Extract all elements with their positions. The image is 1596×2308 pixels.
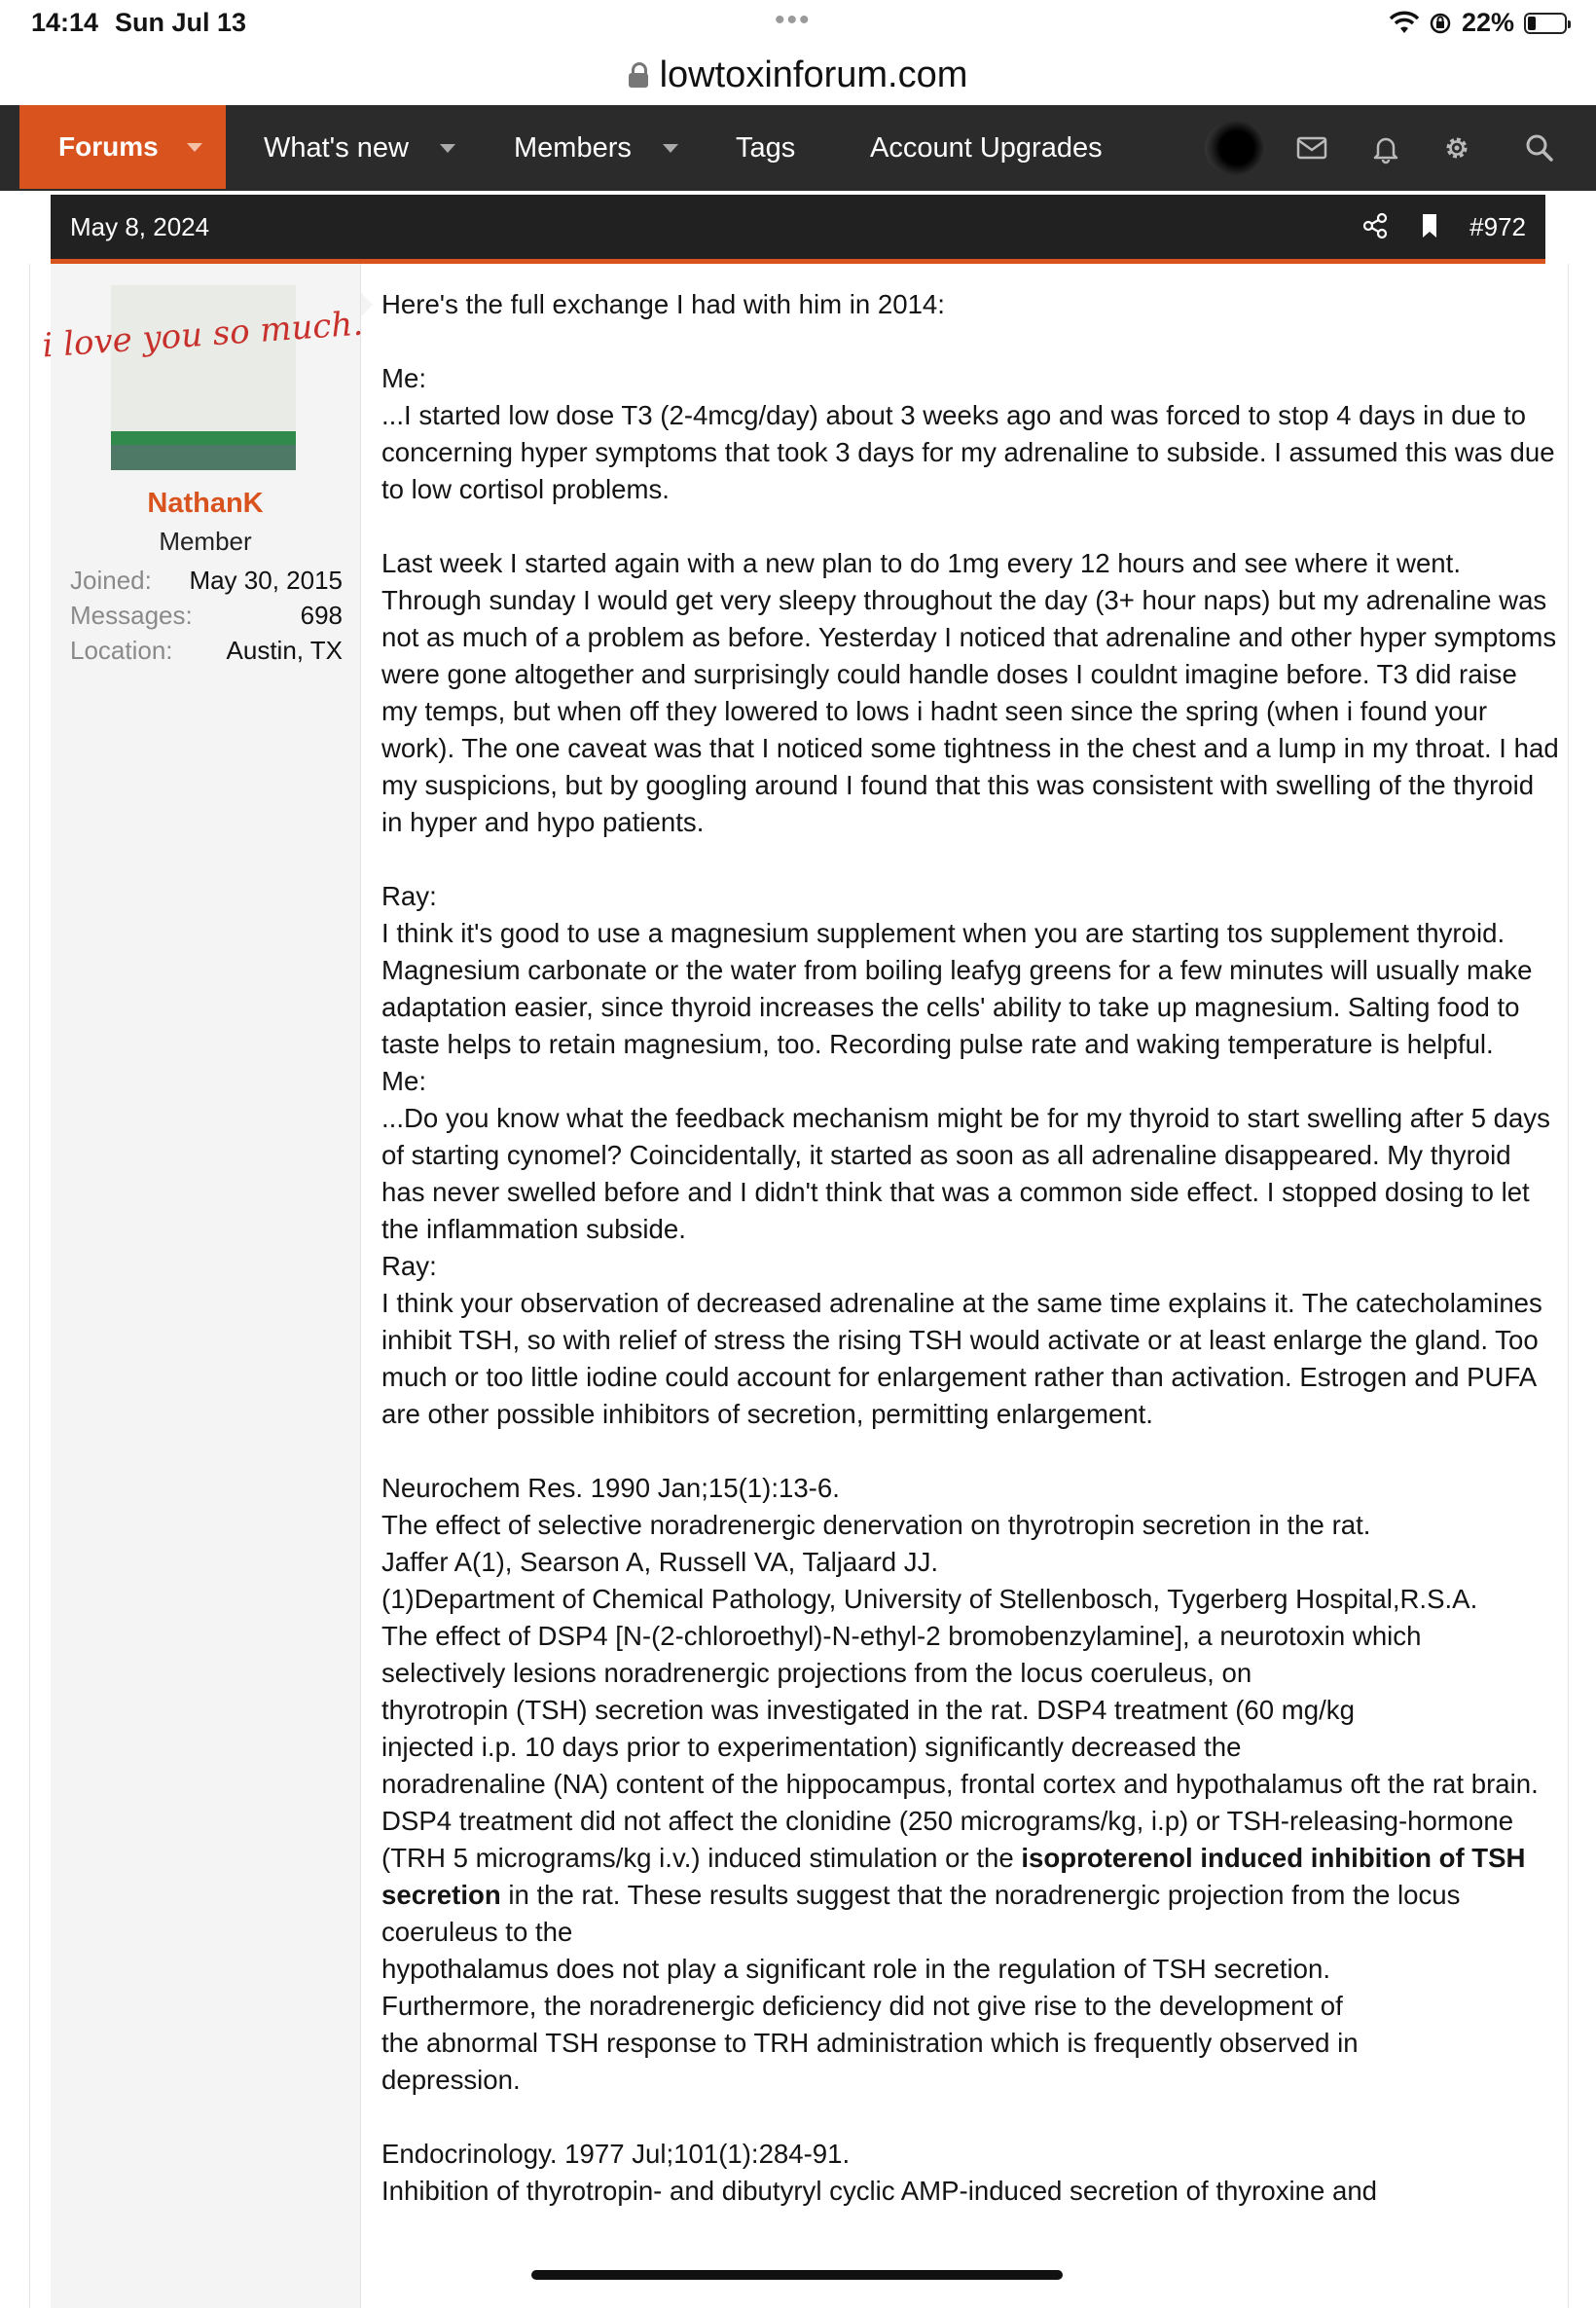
status-indicators <box>1390 8 1567 38</box>
post-line: ...I started low dose T3 (2-4mcg/day) about 3 weeks ago and was forced to stop 4 days in due to concerning hyper symptoms that took 3 days for my adrenaline to subside. I assumed this was due to low cortisol problems. <box>381 400 1563 504</box>
account-avatar[interactable] <box>1205 121 1263 175</box>
post-line: I think your observation of decreased adrenaline at the same time explains it. The catecholamines inhibit TSH, so with relief of stress the rising TSH would activate or at least enlarge the gland. Too much or too little iodine could account for enlargement rather than activation. Estrogen and PUFA are other possible inhibitors of secretion, permitting enlargement. <box>381 1288 1550 1429</box>
search-icon[interactable] <box>1520 128 1559 167</box>
nav-account-upgrades-label: Account Upgrades <box>870 131 1103 164</box>
post-line: thyrotropin (TSH) secretion was investigated in the rat. DSP4 treatment (60 mg/kg <box>381 1695 1355 1725</box>
post-line: selectively lesions noradrenergic projections from the locus coeruleus, on <box>381 1658 1252 1688</box>
joined-row <box>70 566 343 596</box>
bold-text: isoproterenol induced inhibition of TSH secretion <box>381 1843 1534 1910</box>
orientation-lock-icon <box>1429 12 1452 35</box>
avatar-writing: i love you so much. <box>41 304 365 366</box>
avatar-image <box>41 285 365 470</box>
gear-icon[interactable] <box>1437 128 1476 167</box>
post-line: hypothalamus does not play a significant role in the regulation of TSH secretion. <box>381 1954 1331 1984</box>
status-date: Sun Jul 13 <box>115 8 247 37</box>
nav-members[interactable] <box>514 105 678 191</box>
post-text: in the rat. These results suggest that the noradrenergic projection from the locus coeruleus to the <box>381 1880 1469 1947</box>
post-line: ...Do you know what the feedback mechanism might be for my thyroid to start swelling after 5 days of starting cynomel? Coincidentally, it started as soon as all adrenaline disappeared. My thyroid has never swelled before and I didn't think that was a common side effect. I stopped dosing to let the inflammation subside. <box>381 1103 1558 1244</box>
post-line: Last week I started again with a new plan to do 1mg every 12 hours and see where it went. Through sunday I would get very sleepy throughout the day (3+ hour naps) but my adrenaline was not as much of a problem as before. Yesterday I noticed that adrenaline and other hyper symptoms were gone altogether and surprisingly could handle doses I couldnt imagine before. T3 did raise my temps, but when off they lowered to lows i hadnt seen since the spring (when i found your work). The one caveat was that I noticed some tightness in the chest and a lump in my throat. I had my suspicions, but by googling around I found that this was consistent with swelling of the thyroid in hyper and hypo patients. <box>381 548 1567 837</box>
wifi-icon <box>1390 12 1419 35</box>
post-line: Neurochem Res. 1990 Jan;15(1):13-6. <box>381 1473 840 1503</box>
messages-label: Messages: <box>70 601 193 630</box>
user-title: Member <box>159 527 252 556</box>
post-line: Furthermore, the noradrenergic deficiency did not give rise to the development of <box>381 1991 1343 2021</box>
post-line: I think it's good to use a magnesium supplement when you are starting tos supplement thyroid. Magnesium carbonate or the water from boiling leafyg greens for a few minutes will usually make adaptation easier, since thyroid increases the cells' ability to take up magnesium. Salting food to taste helps to retain magnesium, too. Recording pulse rate and waking temperature is helpful. <box>381 918 1541 1059</box>
post-line: the abnormal TSH response to TRH administration which is frequently observed in <box>381 2028 1359 2058</box>
battery-percent: 22% <box>1461 8 1514 37</box>
post-line: The effect of selective noradrenergic denervation on thyrotropin secretion in the rat. <box>381 1510 1371 1540</box>
post-content <box>381 286 1567 2210</box>
bell-icon[interactable] <box>1366 128 1405 167</box>
post-line: The effect of DSP4 [N-(2-chloroethyl)-N-ethyl-2 bromobenzylamine], a neurotoxin which <box>381 1621 1422 1651</box>
nav-whats-new-label: What's new <box>264 131 409 164</box>
chevron-down-icon[interactable] <box>440 144 455 153</box>
post-line <box>381 1766 1559 1951</box>
nav-forums-label: Forums <box>58 131 159 162</box>
post-line: Here's the full exchange I had with him in 2014: <box>381 289 945 319</box>
post-line: Me: <box>381 1066 426 1096</box>
messages-row <box>70 601 343 631</box>
post-text: noradrenaline (NA) content of the hippocampus, frontal cortex and hypothalamus oft the rat brain. DSP4 treatment did not affect the clonidine (250 micrograms/kg, i.p) or TSH-releasing-hormone (TRH 5 micrograms/kg i.v.) induced stimulation or the <box>381 1769 1546 1873</box>
post-date[interactable]: May 8, 2024 <box>70 212 210 241</box>
inbox-icon[interactable] <box>1292 128 1331 167</box>
post-line: Endocrinology. 1977 Jul;101(1):284-91. <box>381 2139 851 2169</box>
post-line: Ray: <box>381 1251 437 1281</box>
post-line: depression. <box>381 2065 521 2095</box>
post-line: (1)Department of Chemical Pathology, University of Stellenbosch, Tygerberg Hospital,R.S.A. <box>381 1584 1478 1614</box>
location-label: Location: <box>70 636 173 665</box>
username[interactable]: NathanK <box>147 488 264 519</box>
address-bar[interactable] <box>0 45 1596 105</box>
bookmark-icon[interactable] <box>1415 211 1444 240</box>
user-avatar[interactable] <box>41 285 365 470</box>
post-line: Jaffer A(1), Searson A, Russell VA, Taljaard JJ. <box>381 1547 939 1577</box>
nav-tags-label: Tags <box>736 131 796 164</box>
post-line: Ray: <box>381 881 437 911</box>
post-line: Me: <box>381 363 426 393</box>
location-row <box>70 636 343 666</box>
post-line: injected i.p. 10 days prior to experimentation) significantly decreased the <box>381 1732 1242 1762</box>
user-info-column <box>41 264 365 2308</box>
share-icon[interactable] <box>1360 211 1390 240</box>
chevron-down-icon[interactable] <box>187 143 202 152</box>
nav-account-upgrades[interactable] <box>870 105 1103 191</box>
battery-fill <box>1528 17 1536 30</box>
post-line: Inhibition of thyrotropin- and dibutyryl cyclic AMP-induced secretion of thyroxine and <box>381 2176 1378 2206</box>
battery-icon <box>1524 13 1567 34</box>
messages-value: 698 <box>300 601 343 630</box>
status-bar <box>0 0 1596 45</box>
status-time: 14:14 <box>31 8 99 37</box>
joined-value: May 30, 2015 <box>189 566 343 595</box>
chevron-down-icon[interactable] <box>663 144 678 153</box>
forum-nav <box>0 105 1596 191</box>
joined-label: Joined: <box>70 566 152 595</box>
multitasking-dots-icon[interactable]: ••• <box>775 4 812 36</box>
post-number[interactable]: #972 <box>1469 212 1526 241</box>
lock-icon <box>629 62 648 88</box>
home-indicator[interactable] <box>531 2270 1063 2280</box>
nav-whats-new[interactable] <box>264 105 455 191</box>
location-value[interactable]: Austin, TX <box>226 636 343 665</box>
url-text[interactable]: lowtoxinforum.com <box>659 54 968 95</box>
nav-tags[interactable] <box>736 105 795 191</box>
nav-members-label: Members <box>514 131 632 164</box>
nav-forums-tab[interactable] <box>19 105 226 189</box>
post-header <box>51 195 1545 264</box>
